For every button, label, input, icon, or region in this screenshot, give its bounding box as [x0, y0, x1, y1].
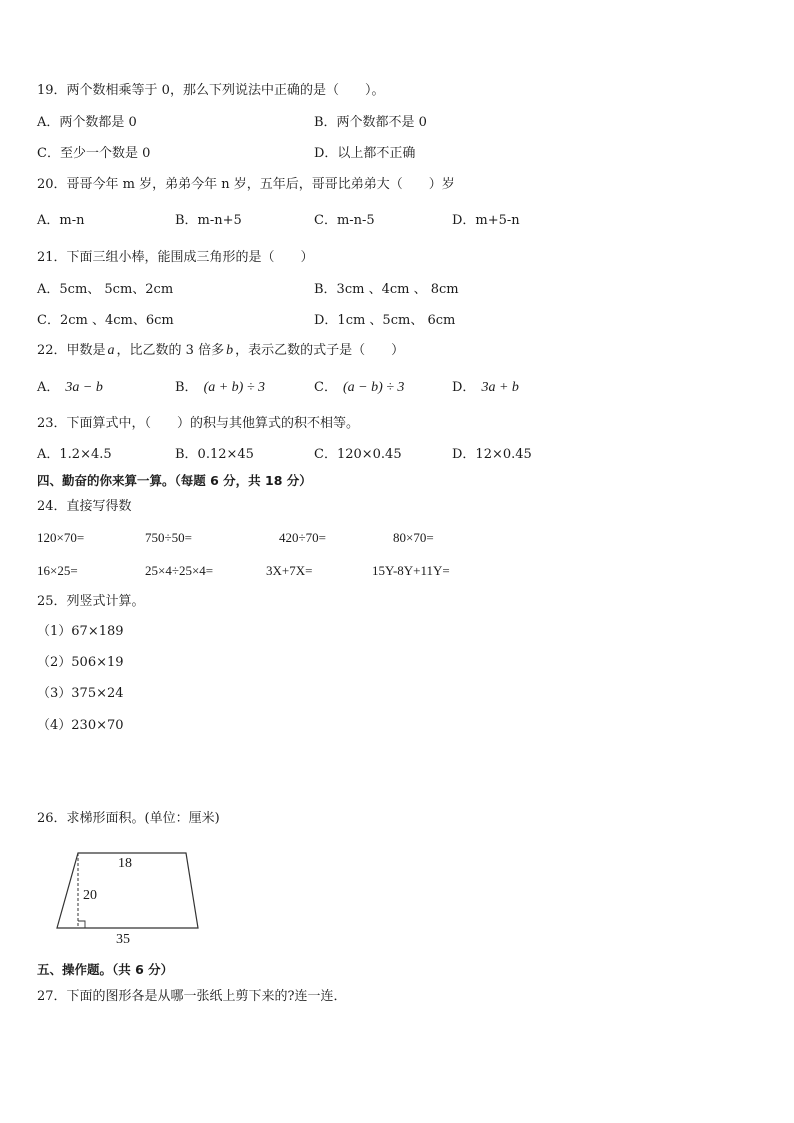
q23-option-a: A．1.2×4.5 [37, 447, 112, 462]
q20-option-d: D．m+5-n [452, 213, 520, 228]
q22-option-d [452, 379, 519, 397]
question-27-stem: 27．下面的图形各是从哪一张纸上剪下来的?连一连． [37, 989, 347, 1004]
trapezoid-top-label: 18 [118, 856, 132, 871]
question-25-stem: 25．列竖式计算。 [37, 594, 145, 609]
q21-option-b: B．3cm 、4cm 、 8cm [314, 282, 459, 297]
q20-option-a: A．m-n [37, 213, 85, 228]
q22-stem-prefix: 22．甲数是 [37, 343, 106, 358]
q24-row1-item3: 420÷70= [279, 530, 326, 545]
q22-option-b [175, 379, 265, 397]
q20-option-b: B．m-n+5 [175, 213, 242, 228]
q19-option-d: D．以上都不正确 [314, 146, 416, 161]
q22-var-b: b [226, 343, 234, 358]
trapezoid-bottom-label: 35 [116, 932, 130, 947]
question-24-stem: 24．直接写得数 [37, 499, 132, 514]
trapezoid-height-label: 20 [83, 888, 97, 903]
q22-stem-mid: ，比乙数的 3 倍多 [116, 343, 225, 358]
q22-option-a-label: A． [37, 380, 60, 395]
q22-option-b-label: B． [175, 380, 198, 395]
q24-row1-item1: 120×70= [37, 530, 85, 545]
q22-option-a [37, 379, 103, 397]
right-angle-mark [78, 921, 85, 928]
q25-item-3: （3）375×24 [37, 686, 124, 701]
q22-option-d-expr: 3a + b [481, 380, 519, 395]
q23-option-d: D．12×0.45 [452, 447, 532, 462]
question-22-stem [37, 342, 404, 360]
q24-row1-item4: 80×70= [393, 530, 434, 545]
question-26-stem: 26．求梯形面积。(单位：厘米) [37, 811, 220, 826]
q19-option-a: A．两个数都是 0 [37, 115, 137, 130]
q23-option-b: B．0.12×45 [175, 447, 254, 462]
q21-option-d: D．1cm 、5cm、 6cm [314, 313, 456, 328]
q23-option-c: C．120×0.45 [314, 447, 402, 462]
q24-row2-item2: 25×4÷25×4= [145, 563, 214, 578]
q25-item-4: （4）230×70 [37, 718, 124, 733]
q20-option-c: C．m-n-5 [314, 213, 375, 228]
q24-row1-item2: 750÷50= [145, 530, 192, 545]
q24-row2-item4: 15Y-8Y+11Y= [372, 563, 450, 578]
q22-stem-suffix: ，表示乙数的式子是（ ） [235, 343, 405, 358]
q22-option-a-expr: 3a − b [65, 380, 103, 395]
question-21-stem: 21．下面三组小棒，能围成三角形的是（ ） [37, 250, 314, 265]
q22-option-c [314, 379, 404, 397]
q25-item-1: （1）67×189 [37, 624, 124, 639]
trapezoid-figure [50, 845, 210, 950]
question-20-stem: 20．哥哥今年 m 岁，弟弟今年 n 岁，五年后，哥哥比弟弟大（ ）岁 [37, 177, 455, 192]
q21-option-a: A．5cm、 5cm、2cm [37, 282, 174, 297]
q25-item-2: （2）506×19 [37, 655, 124, 670]
q22-var-a: a [107, 343, 115, 358]
question-19-stem: 19．两个数相乘等于 0，那么下列说法中正确的是（ ）。 [37, 83, 385, 98]
q22-option-b-expr: (a + b) ÷ 3 [203, 380, 266, 395]
q24-row2-item3: 3X+7X= [266, 563, 313, 578]
q21-option-c: C．2cm 、4cm、6cm [37, 313, 174, 328]
q22-option-d-label: D． [452, 380, 476, 395]
question-23-stem: 23．下面算式中，（ ）的积与其他算式的积不相等。 [37, 416, 360, 431]
section-4-heading: 四、勤奋的你来算一算。（每题 6 分，共 18 分） [37, 473, 312, 488]
q22-option-c-label: C． [314, 380, 337, 395]
q24-row2-item1: 16×25= [37, 563, 78, 578]
section-5-heading: 五、操作题。（共 6 分） [37, 962, 174, 977]
q19-option-b: B．两个数都不是 0 [314, 115, 427, 130]
q22-option-c-expr: (a − b) ÷ 3 [342, 380, 405, 395]
q19-option-c: C．至少一个数是 0 [37, 146, 151, 161]
